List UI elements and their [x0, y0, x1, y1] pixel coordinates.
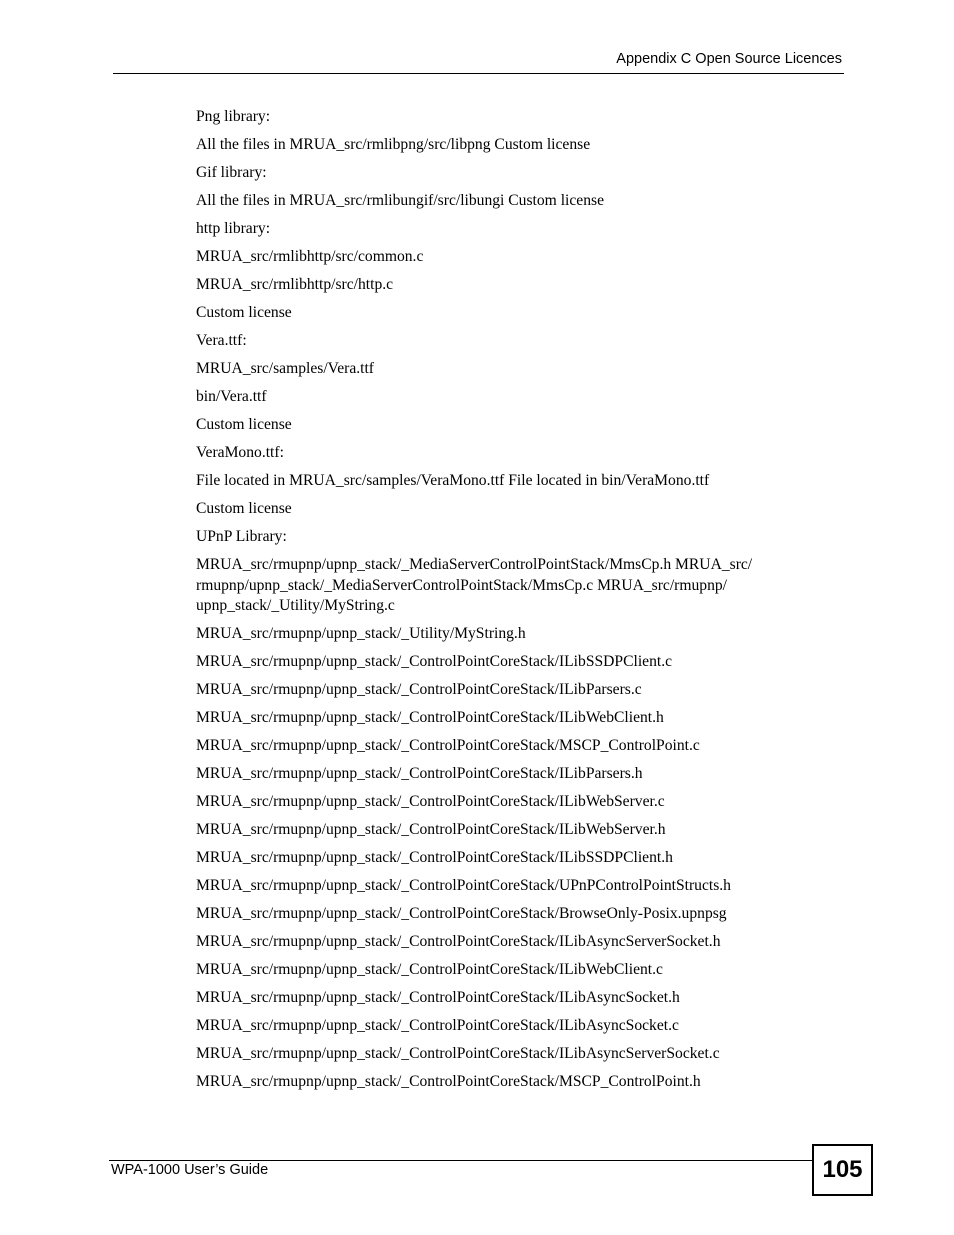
paragraph: VeraMono.ttf:	[196, 444, 284, 461]
paragraph: MRUA_src/rmupnp/upnp_stack/_ControlPointCoreStack/BrowseOnly-Posix.upnpsg	[196, 905, 727, 922]
paragraph: Vera.ttf:	[196, 332, 247, 349]
paragraph: All the files in MRUA_src/rmlibpng/src/libpng Custom license	[196, 136, 591, 153]
paragraph: MRUA_src/rmupnp/upnp_stack/_ControlPointCoreStack/UPnPControlPointStructs.h	[196, 877, 731, 894]
paragraph: MRUA_src/rmupnp/upnp_stack/_ControlPointCoreStack/ILibAsyncSocket.c	[196, 1017, 679, 1034]
paragraph: Custom license	[196, 416, 292, 433]
paragraph: MRUA_src/rmupnp/upnp_stack/_ControlPointCoreStack/ILibAsyncServerSocket.h	[196, 933, 721, 950]
paragraph: MRUA_src/rmupnp/upnp_stack/_ControlPointCoreStack/ILibSSDPClient.c	[196, 653, 673, 670]
footer-divider	[109, 1160, 813, 1161]
paragraph: MRUA_src/rmupnp/upnp_stack/_ControlPointCoreStack/ILibParsers.h	[196, 765, 643, 782]
paragraph: UPnP Library:	[196, 528, 287, 545]
paragraph: MRUA_src/rmupnp/upnp_stack/_ControlPointCoreStack/ILibAsyncSocket.h	[196, 989, 680, 1006]
paragraph: MRUA_src/rmupnp/upnp_stack/_ControlPointCoreStack/MSCP_ControlPoint.c	[196, 737, 700, 754]
page-body	[196, 106, 816, 1099]
paragraph: MRUA_src/rmlibhttp/src/common.c	[196, 248, 424, 265]
paragraph: bin/Vera.ttf	[196, 388, 267, 405]
paragraph: MRUA_src/rmupnp/upnp_stack/_Utility/MyString.h	[196, 625, 526, 642]
paragraph: Custom license	[196, 304, 292, 321]
header-divider	[113, 73, 844, 74]
paragraph: MRUA_src/rmupnp/upnp_stack/_ControlPointCoreStack/ILibAsyncServerSocket.c	[196, 1045, 720, 1062]
paragraph: MRUA_src/rmupnp/upnp_stack/_ControlPointCoreStack/ILibWebServer.c	[196, 793, 665, 810]
paragraph: MRUA_src/rmupnp/upnp_stack/_ControlPointCoreStack/ILibParsers.c	[196, 681, 642, 698]
paragraph: Png library:	[196, 108, 271, 125]
paragraph: MRUA_src/rmupnp/upnp_stack/_ControlPointCoreStack/MSCP_ControlPoint.h	[196, 1073, 701, 1090]
paragraph: MRUA_src/rmupnp/upnp_stack/_ControlPointCoreStack/ILibWebClient.c	[196, 961, 663, 978]
paragraph: MRUA_src/rmlibhttp/src/http.c	[196, 276, 394, 293]
running-header: Appendix C Open Source Licences	[616, 51, 842, 67]
paragraph: MRUA_src/rmupnp/upnp_stack/_ControlPointCoreStack/ILibWebClient.h	[196, 709, 664, 726]
paragraph: MRUA_src/rmupnp/upnp_stack/_MediaServerControlPointStack/MmsCp.h MRUA_src/ rmupnp/upnp_stack/_MediaServerControlPointStack/MmsCp.c MRUA_src/rmupnp/ upnp_stack/_Utility/MyString.c	[196, 556, 753, 614]
paragraph: MRUA_src/rmupnp/upnp_stack/_ControlPointCoreStack/ILibSSDPClient.h	[196, 849, 673, 866]
paragraph: http library:	[196, 220, 271, 237]
page-number-box	[812, 1144, 873, 1196]
paragraph: Custom license	[196, 500, 292, 517]
paragraph: Gif library:	[196, 164, 267, 181]
paragraph: MRUA_src/samples/Vera.ttf	[196, 360, 374, 377]
paragraph: MRUA_src/rmupnp/upnp_stack/_ControlPointCoreStack/ILibWebServer.h	[196, 821, 666, 838]
guide-title: WPA-1000 User’s Guide	[111, 1162, 269, 1178]
paragraph: All the files in MRUA_src/rmlibungif/src/libungi Custom license	[196, 192, 604, 209]
paragraph: File located in MRUA_src/samples/VeraMono.ttf File located in bin/VeraMono.ttf	[196, 472, 710, 489]
page-number: 105	[822, 1156, 863, 1183]
